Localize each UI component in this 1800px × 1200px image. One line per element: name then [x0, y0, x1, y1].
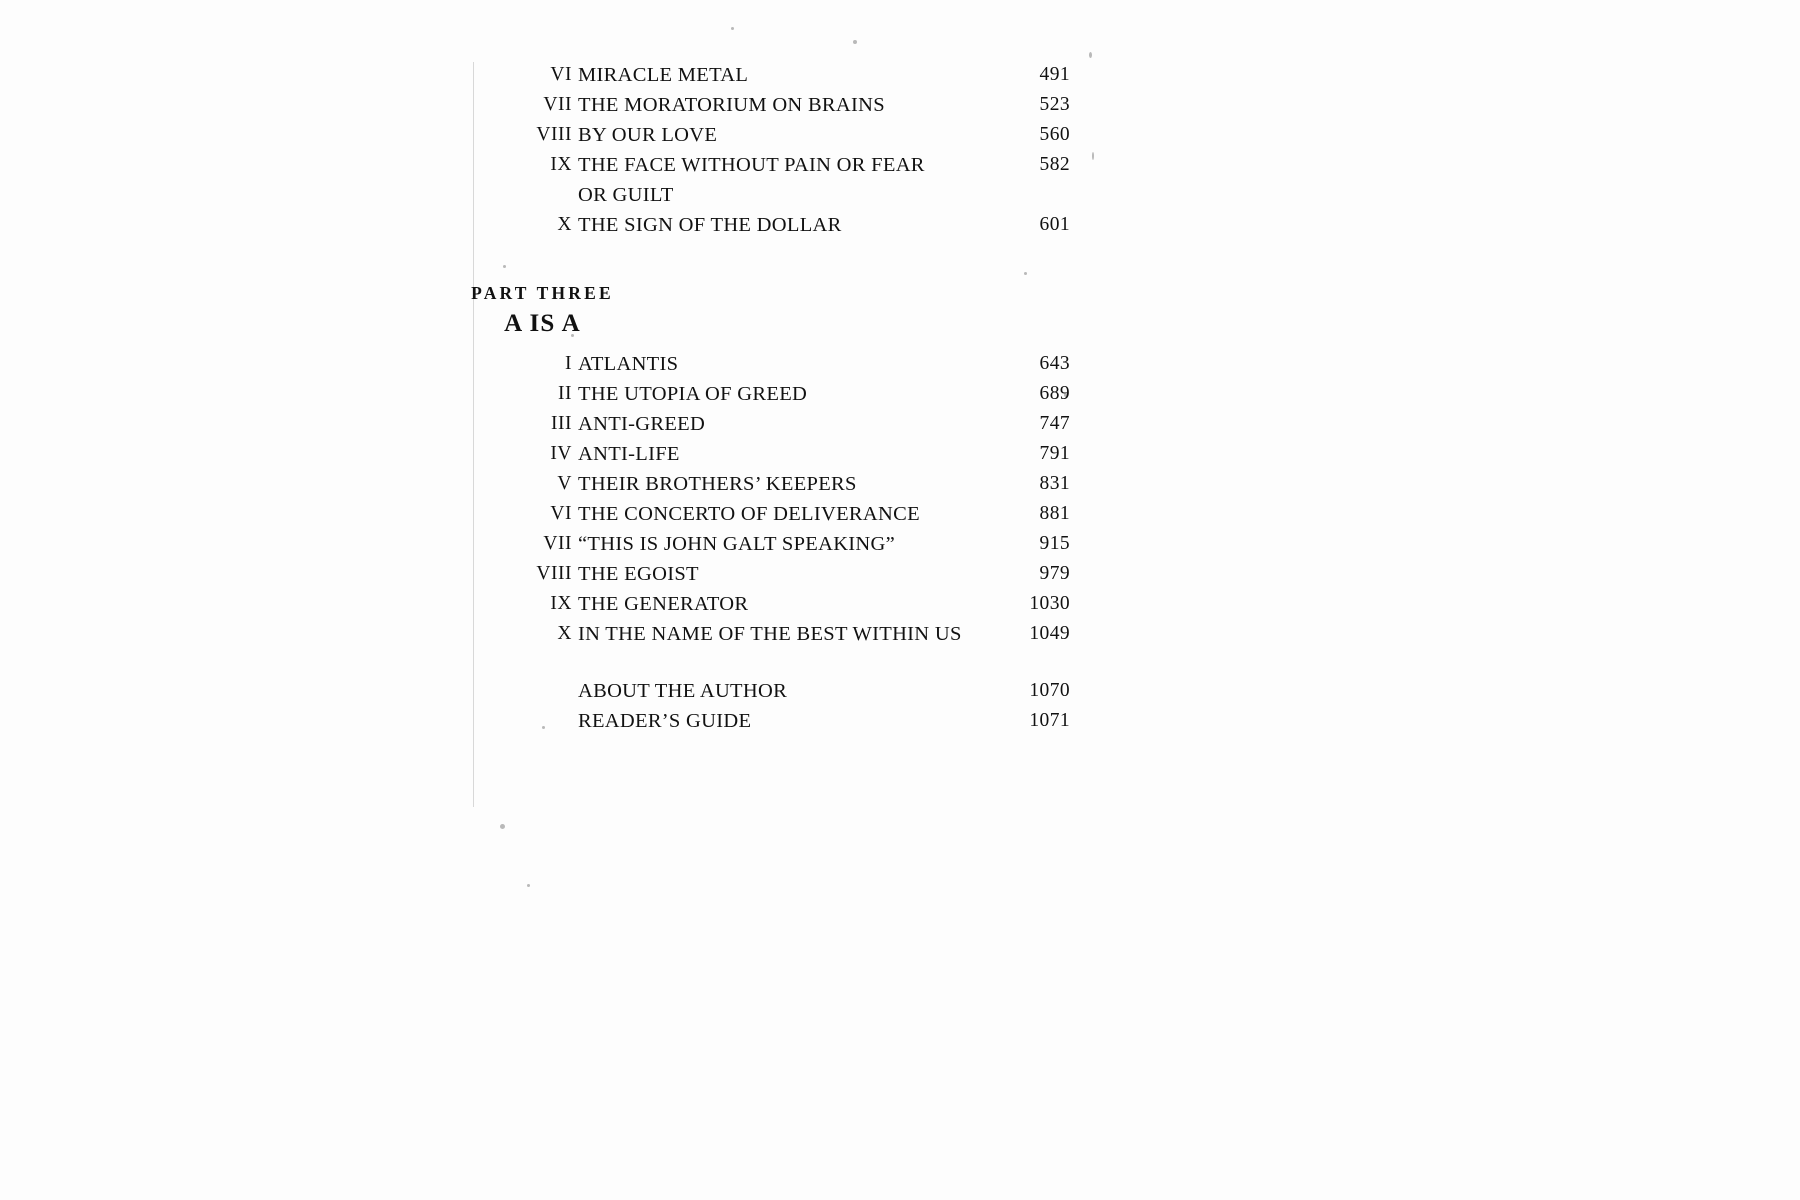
scan-speck: [1024, 272, 1027, 275]
toc-entry[interactable]: [0, 124, 1800, 154]
part-title: A IS A: [504, 310, 581, 337]
chapter-page-number: 601: [1039, 214, 1070, 235]
chapter-numeral: VIII: [536, 563, 572, 584]
chapter-page-number: 1049: [1029, 623, 1070, 644]
toc-entry[interactable]: [0, 563, 1800, 593]
chapter-numeral: X: [557, 214, 572, 235]
chapter-page-number: 791: [1039, 443, 1070, 464]
chapter-page-number: 881: [1039, 503, 1070, 524]
chapter-title: “THIS IS JOHN GALT SPEAKING”: [578, 533, 896, 555]
chapter-title: ANTI-LIFE: [578, 443, 680, 465]
toc-entry[interactable]: [0, 533, 1800, 563]
toc-section-part-three: [0, 353, 1800, 653]
toc-entry[interactable]: [0, 64, 1800, 94]
chapter-title: THE SIGN OF THE DOLLAR: [578, 214, 842, 236]
chapter-numeral: VIII: [536, 124, 572, 145]
toc-entry[interactable]: [0, 214, 1800, 244]
chapter-title: THE GENERATOR: [578, 593, 749, 615]
chapter-numeral: II: [558, 383, 572, 404]
back-matter-title: READER’S GUIDE: [578, 710, 752, 732]
chapter-numeral: I: [565, 353, 572, 374]
scan-speck: [527, 884, 530, 887]
chapter-numeral: VII: [543, 533, 572, 554]
chapter-page-number: 560: [1039, 124, 1070, 145]
toc-entry[interactable]: [0, 353, 1800, 383]
toc-entry[interactable]: [0, 383, 1800, 413]
chapter-title: IN THE NAME OF THE BEST WITHIN US: [578, 623, 962, 645]
chapter-page-number: 523: [1039, 94, 1070, 115]
chapter-numeral: VII: [543, 94, 572, 115]
toc-entry[interactable]: [0, 503, 1800, 533]
chapter-title-continuation: OR GUILT: [578, 184, 674, 206]
chapter-page-number: 979: [1039, 563, 1070, 584]
chapter-numeral: III: [551, 413, 572, 434]
back-matter-page-number: 1070: [1029, 680, 1070, 701]
scan-speck: [731, 27, 734, 30]
scan-speck: [503, 265, 506, 268]
chapter-numeral: IV: [550, 443, 572, 464]
toc-entry[interactable]: [0, 94, 1800, 124]
back-matter-title: ABOUT THE AUTHOR: [578, 680, 788, 702]
toc-entry[interactable]: [0, 413, 1800, 443]
part-label: PART THREE: [471, 283, 614, 303]
chapter-title: ANTI-GREED: [578, 413, 706, 435]
chapter-page-number: 747: [1039, 413, 1070, 434]
scan-speck: [1089, 52, 1092, 58]
chapter-page-number: 643: [1039, 353, 1070, 374]
toc-section-back-matter: [0, 680, 1800, 740]
chapter-numeral: IX: [550, 593, 572, 614]
chapter-page-number: 491: [1039, 64, 1070, 85]
toc-section-continued: [0, 64, 1800, 244]
toc-entry[interactable]: [0, 154, 1800, 184]
chapter-numeral: V: [557, 473, 572, 494]
scan-speck: [853, 40, 857, 44]
chapter-title: THE FACE WITHOUT PAIN OR FEAR: [578, 154, 925, 176]
toc-entry-continuation: [0, 184, 1800, 214]
chapter-page-number: 582: [1039, 154, 1070, 175]
chapter-title: THE MORATORIUM ON BRAINS: [578, 94, 885, 116]
chapter-title: THE EGOIST: [578, 563, 699, 585]
chapter-title: THEIR BROTHERS’ KEEPERS: [578, 473, 857, 495]
chapter-title: THE CONCERTO OF DELIVERANCE: [578, 503, 920, 525]
toc-entry[interactable]: [0, 443, 1800, 473]
toc-entry[interactable]: [0, 710, 1800, 740]
chapter-numeral: IX: [550, 154, 572, 175]
chapter-page-number: 689: [1039, 383, 1070, 404]
chapter-numeral: VI: [550, 503, 572, 524]
toc-entry[interactable]: [0, 473, 1800, 503]
chapter-numeral: VI: [550, 64, 572, 85]
chapter-page-number: 915: [1039, 533, 1070, 554]
chapter-page-number: 831: [1039, 473, 1070, 494]
part-heading: [0, 283, 1085, 338]
toc-entry[interactable]: [0, 680, 1800, 710]
back-matter-page-number: 1071: [1029, 710, 1070, 731]
chapter-title: ATLANTIS: [578, 353, 679, 375]
chapter-title: MIRACLE METAL: [578, 64, 749, 86]
scan-speck: [500, 824, 505, 829]
toc-entry[interactable]: [0, 593, 1800, 623]
chapter-page-number: 1030: [1029, 593, 1070, 614]
chapter-numeral: X: [557, 623, 572, 644]
chapter-title: BY OUR LOVE: [578, 124, 718, 146]
toc-entry[interactable]: [0, 623, 1800, 653]
chapter-title: THE UTOPIA OF GREED: [578, 383, 808, 405]
